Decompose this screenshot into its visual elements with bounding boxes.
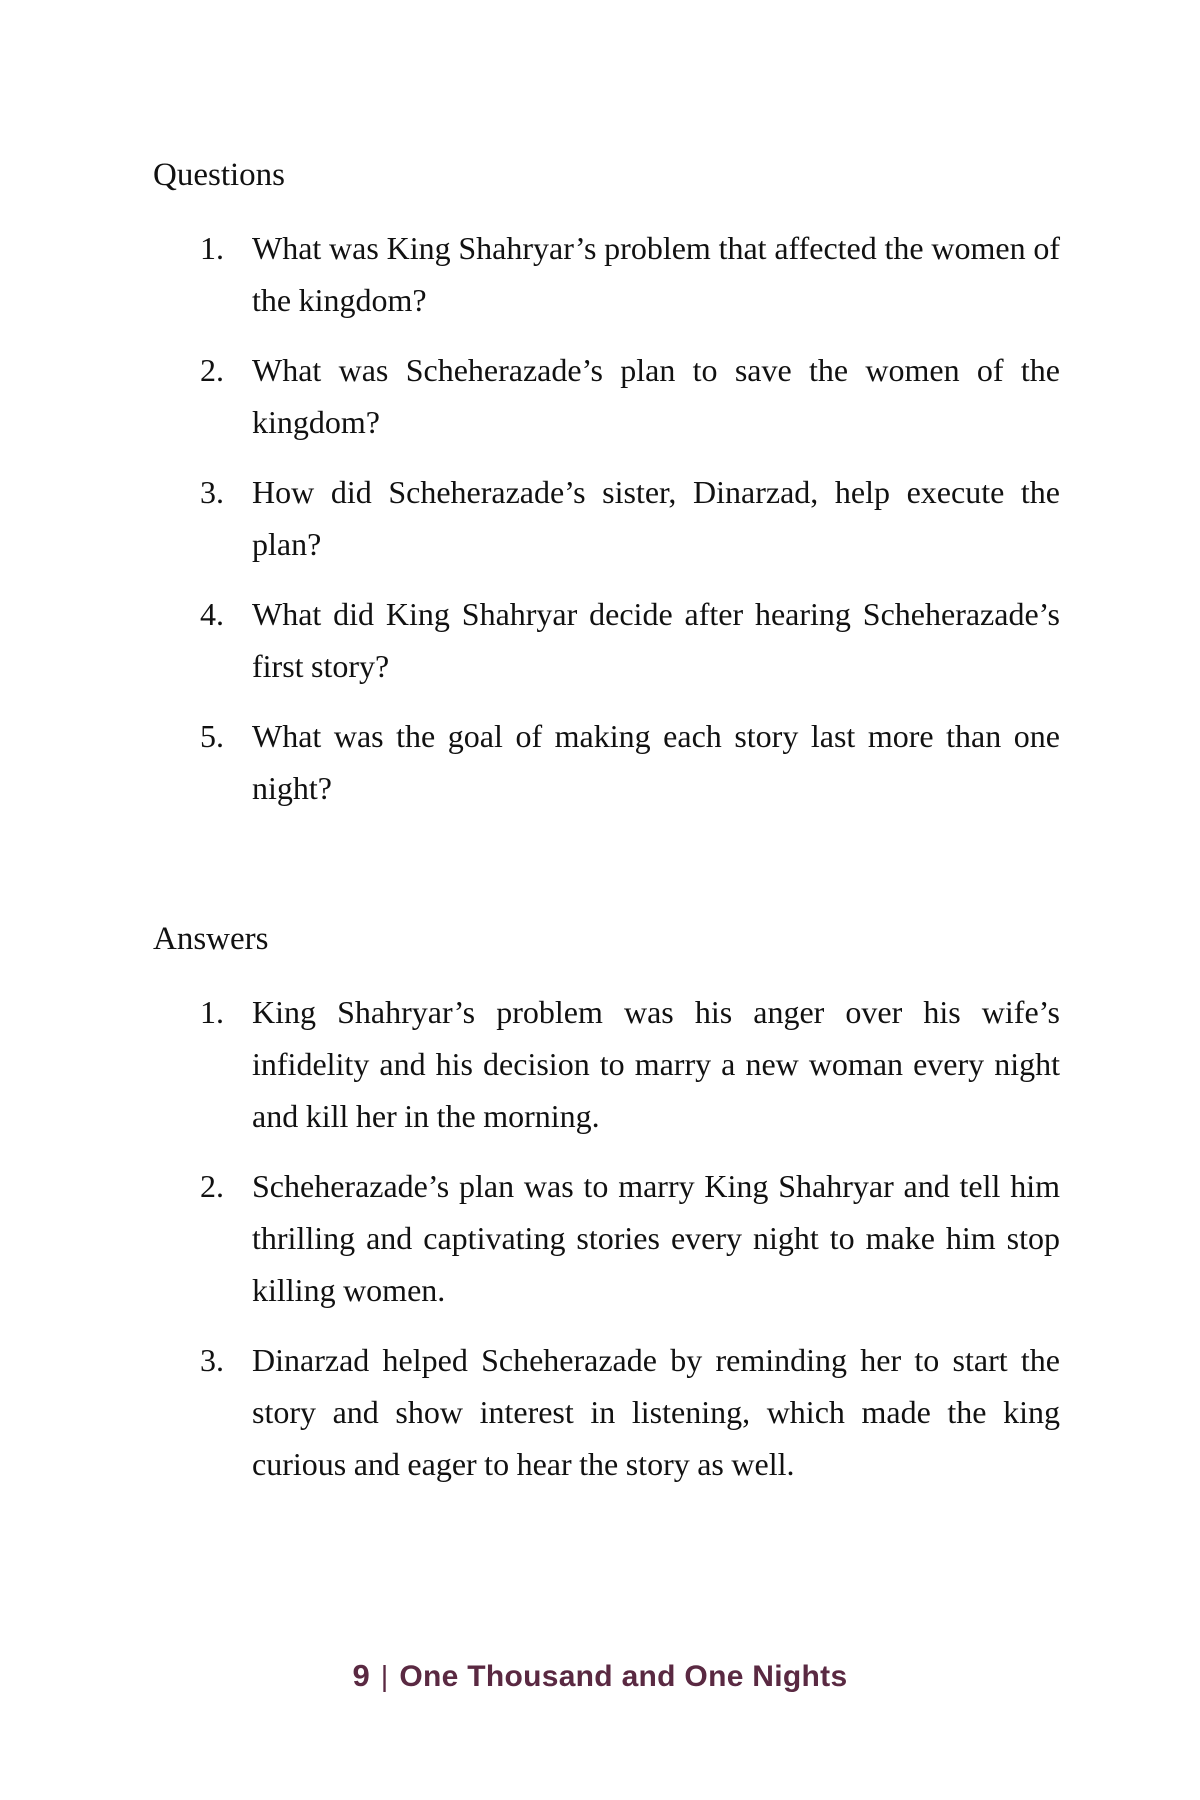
question-number: 1. xyxy=(200,230,224,266)
answer-text: Dinarzad helped Scheherazade by reminding her to start the story and show interest in listening, which made the king curious and eager to hear the story as well. xyxy=(252,1342,1060,1482)
question-text: How did Scheherazade’s sister, Dinarzad, help execute the plan? xyxy=(252,474,1060,562)
question-number: 5. xyxy=(200,718,224,754)
question-item-4 xyxy=(153,588,1060,692)
book-title: One Thousand and One Nights xyxy=(399,1660,848,1693)
question-number: 2. xyxy=(200,352,224,388)
answer-item-2 xyxy=(153,1160,1060,1316)
question-item-3 xyxy=(153,466,1060,570)
answers-heading: Answers xyxy=(153,921,269,957)
question-item-5 xyxy=(153,710,1060,814)
answers-list xyxy=(153,986,1060,1490)
answer-item-3 xyxy=(153,1334,1060,1490)
questions-section xyxy=(153,150,1060,814)
question-text: What was King Shahryar’s problem that affected the women of the kingdom? xyxy=(252,230,1060,318)
answer-item-1 xyxy=(153,986,1060,1142)
answer-text: Scheherazade’s plan was to marry King Shahryar and tell him thrilling and captivating stories every night to make him stop killing women. xyxy=(252,1168,1060,1308)
question-number: 3. xyxy=(200,474,224,510)
answers-section xyxy=(153,914,1060,1490)
questions-list xyxy=(153,222,1060,814)
page-footer xyxy=(0,1658,1200,1694)
question-text: What was Scheherazade’s plan to save the women of the kingdom? xyxy=(252,352,1060,440)
questions-heading: Questions xyxy=(153,157,285,193)
page-number: 9 xyxy=(352,1658,370,1693)
answer-text: King Shahryar’s problem was his anger over his wife’s infidelity and his decision to marry a new woman every night and kill her in the morning. xyxy=(252,994,1060,1134)
answer-number: 1. xyxy=(200,994,224,1030)
answer-number: 3. xyxy=(200,1342,224,1378)
question-number: 4. xyxy=(200,596,224,632)
question-text: What was the goal of making each story last more than one night? xyxy=(252,718,1060,806)
footer-separator: | xyxy=(380,1661,389,1693)
question-item-2 xyxy=(153,344,1060,448)
answer-number: 2. xyxy=(200,1168,224,1204)
question-text: What did King Shahryar decide after hearing Scheherazade’s first story? xyxy=(252,596,1060,684)
question-item-1 xyxy=(153,222,1060,326)
